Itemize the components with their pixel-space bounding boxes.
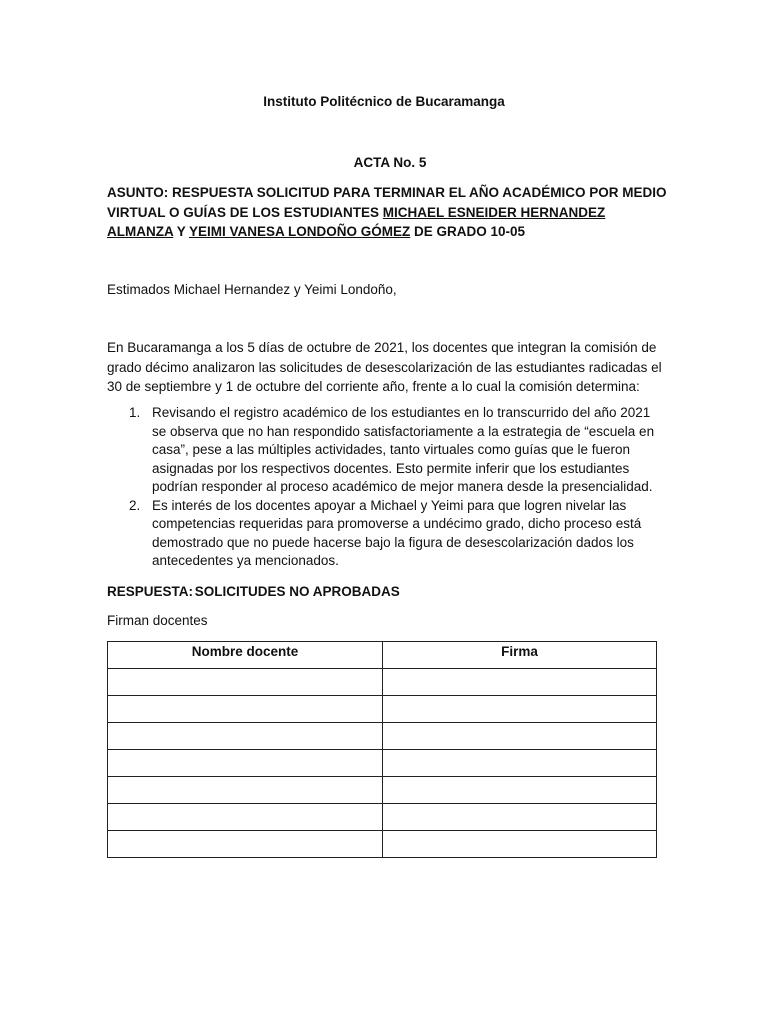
asunto-prefix: ASUNTO: RESPUESTA SOLICITUD PARA TERMINAR EL AÑO ACADÉMICO POR MEDIO VIRTUAL O GUÍAS DE LOS ESTUDIANTES bbox=[107, 185, 667, 220]
header-nombre-docente: Nombre docente bbox=[108, 642, 383, 669]
respuesta-label: RESPUESTA: bbox=[107, 584, 194, 599]
intro-paragraph: En Bucaramanga a los 5 días de octubre de 2021, los docentes que integran la comisión de grado décimo analizaron las solicitudes de desescolarización de las estudiantes radicadas el 30 de septiembre y 1 de octubre del corriente año, frente a lo cual la comisión determina: bbox=[107, 340, 662, 394]
firma-cell[interactable] bbox=[383, 831, 657, 858]
table-row bbox=[108, 804, 657, 831]
greeting: Estimados Michael Hernandez y Yeimi Londoño, bbox=[107, 282, 397, 297]
list-item-number: 1. bbox=[129, 405, 141, 420]
firma-cell[interactable] bbox=[383, 723, 657, 750]
student-2-name: YEIMI VANESA LONDOÑO GÓMEZ bbox=[189, 224, 411, 239]
nombre-cell[interactable] bbox=[108, 669, 383, 696]
list-item bbox=[107, 497, 667, 571]
table-header-row bbox=[108, 642, 657, 669]
firman-label: Firman docentes bbox=[107, 613, 208, 628]
asunto-joiner: Y bbox=[173, 224, 190, 239]
firma-cell[interactable] bbox=[383, 777, 657, 804]
nombre-cell[interactable] bbox=[108, 831, 383, 858]
nombre-cell[interactable] bbox=[108, 804, 383, 831]
table-row bbox=[108, 777, 657, 804]
list-item-text: Revisando el registro académico de los estudiantes en lo transcurrido del año 2021 se observa que no han respondido satisfactoriamente a la estrategia de “escuela en casa”, pese a las múltiples actividades, tanto virtuales como guías que le fueron asignadas por los respectivos docentes. Esto permite inferir que los estudiantes podrían responder al proceso académico de mejor manera desde la presencialidad. bbox=[152, 405, 655, 494]
nombre-cell[interactable] bbox=[108, 777, 383, 804]
asunto-suffix: DE GRADO 10-05 bbox=[410, 224, 526, 239]
institution-name: Instituto Politécnico de Bucaramanga bbox=[263, 94, 505, 109]
firma-cell[interactable] bbox=[383, 669, 657, 696]
student-1-name: MICHAEL ESNEIDER HERNANDEZ ALMANZA bbox=[107, 204, 606, 239]
table-row bbox=[108, 723, 657, 750]
list-item-number: 2. bbox=[129, 497, 141, 513]
acta-title: ACTA No. 5 bbox=[353, 155, 427, 170]
nombre-cell[interactable] bbox=[108, 750, 383, 777]
firma-cell[interactable] bbox=[383, 750, 657, 777]
respuesta-line bbox=[107, 584, 400, 599]
findings-list bbox=[107, 404, 667, 571]
table-row bbox=[108, 696, 657, 723]
list-item bbox=[107, 404, 667, 497]
asunto-heading bbox=[107, 183, 667, 242]
firma-cell[interactable] bbox=[383, 804, 657, 831]
table-row bbox=[108, 831, 657, 858]
respuesta-value: SOLICITUDES NO APROBADAS bbox=[194, 584, 400, 599]
nombre-cell[interactable] bbox=[108, 723, 383, 750]
signature-table bbox=[107, 641, 657, 858]
nombre-cell[interactable] bbox=[108, 696, 383, 723]
firma-cell[interactable] bbox=[383, 696, 657, 723]
header-firma: Firma bbox=[383, 642, 657, 669]
table-row bbox=[108, 750, 657, 777]
list-item-text: Es interés de los docentes apoyar a Michael y Yeimi para que logren nivelar las competencias requeridas para promoverse a undécimo grado, dicho proceso está demostrado que no puede hacerse bajo la figura de desescolarización dados los antecedentes ya mencionados. bbox=[152, 497, 642, 568]
table-row bbox=[108, 669, 657, 696]
